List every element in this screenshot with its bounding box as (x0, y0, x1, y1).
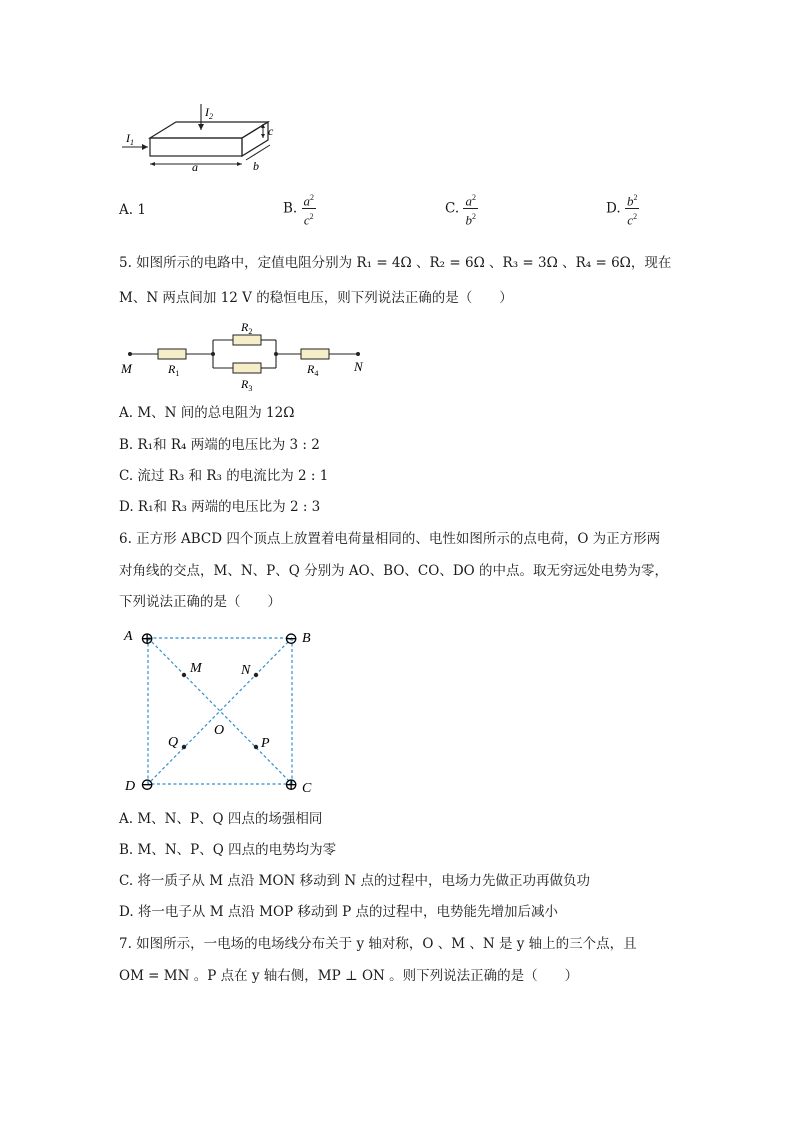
q5-option-d: D. R₁和 R₃ 两端的电压比为 2 : 3 (119, 499, 321, 515)
q4-option-b: B. $\frac{a^2}{c^2}$ (283, 190, 316, 228)
svg-text:c: c (268, 124, 274, 138)
charge-d-minus: ⊖ (140, 775, 155, 794)
svg-text:M: M (190, 661, 202, 676)
charge-a-plus: ⊕ (140, 629, 155, 648)
svg-text:R2: $R_2$ (241, 320, 253, 336)
q7-stem-line1: 7. 如图所示，一电场的电场线分布关于 y 轴对称，O 、M 、N 是 y 轴上的三个点，且 (119, 936, 637, 952)
q6-stem-line2: 对角线的交点，M、N、P、Q 分别为 AO、BO、CO、DO 的中点。取无穷远处电势为零， (119, 563, 669, 579)
svg-text:R4: $R_4$ (307, 362, 319, 378)
resistor-r3 (233, 363, 261, 373)
q5-circuit-diagram (118, 318, 378, 393)
q6-stem-line3: 下列说法正确的是（ ） (119, 594, 281, 610)
svg-text:P: P (261, 736, 270, 751)
charge-c-plus: ⊕ (284, 775, 299, 794)
q6-option-d: D. 将一电子从 M 点沿 MOP 移动到 P 点的过程中，电势能先增加后减小 (119, 904, 559, 920)
svg-text:N: N (354, 359, 363, 374)
q6-option-b: B. M、N、P、Q 四点的电势均为零 (119, 842, 337, 858)
q6-stem-line1: 6. 正方形 ABCD 四个顶点上放置着电荷量相同的、电性如图所示的点电荷，O 为正方形两 (119, 531, 661, 547)
svg-text:R3: $R_3$ (241, 377, 253, 393)
resistor-r2 (233, 335, 261, 345)
svg-text:M: M (121, 361, 132, 376)
point-p (254, 745, 258, 749)
svg-text:O: O (214, 723, 225, 738)
svg-text:b: b (253, 159, 259, 173)
q6-option-a: A. M、N、P、Q 四点的场强相同 (119, 811, 323, 827)
q4-option-d: D. $\frac{b^2}{c^2}$ (606, 190, 639, 228)
svg-text:Q: Q (168, 735, 179, 750)
resistor-r1 (158, 349, 186, 359)
svg-text:R1: $R_1$ (168, 362, 180, 378)
q4-option-c: C. $\frac{a^2}{b^2}$ (445, 190, 478, 228)
q5-option-a: A. M、N 间的总电阻为 12Ω (119, 405, 295, 421)
point-q (182, 745, 186, 749)
q7-stem-line2: OM = MN 。P 点在 y 轴右侧，MP ⊥ ON 。则下列说法正确的是（ ） (119, 968, 579, 984)
svg-text:a: a (192, 160, 198, 174)
q5-stem-line2: M、N 两点间加 12 V 的稳恒电压，则下列说法正确的是（ ） (119, 290, 513, 306)
svg-text:A: A (124, 629, 133, 644)
q6-option-c: C. 将一质子从 M 点沿 MON 移动到 N 点的过程中，电场力先做正功再做负功 (119, 873, 591, 889)
q4-option-a: A. 1 (119, 202, 146, 218)
q5-option-b: B. R₁和 R₄ 两端的电压比为 3 : 2 (119, 437, 320, 453)
q6-square-diagram (118, 622, 328, 802)
svg-text:I1: $I_1$ (126, 131, 134, 147)
q5-option-c: C. 流过 R₃ 和 R₃ 的电流比为 2 : 1 (119, 468, 329, 484)
svg-text:I2: $I_2$ (205, 105, 213, 121)
point-n (254, 673, 258, 677)
svg-text:B: B (302, 631, 311, 646)
svg-text:D: D (125, 779, 136, 794)
resistor-r4 (301, 349, 329, 359)
q5-stem-line1: 5. 如图所示的电路中，定值电阻分别为 R₁ = 4Ω 、R₂ = 6Ω 、R₃ = 3Ω 、R₄ = 6Ω，现在 (119, 255, 672, 271)
charge-b-minus: ⊖ (284, 629, 299, 648)
q4-cuboid-diagram (118, 100, 293, 175)
svg-text:N: N (241, 663, 251, 678)
point-m (182, 673, 186, 677)
svg-text:C: C (302, 781, 312, 796)
